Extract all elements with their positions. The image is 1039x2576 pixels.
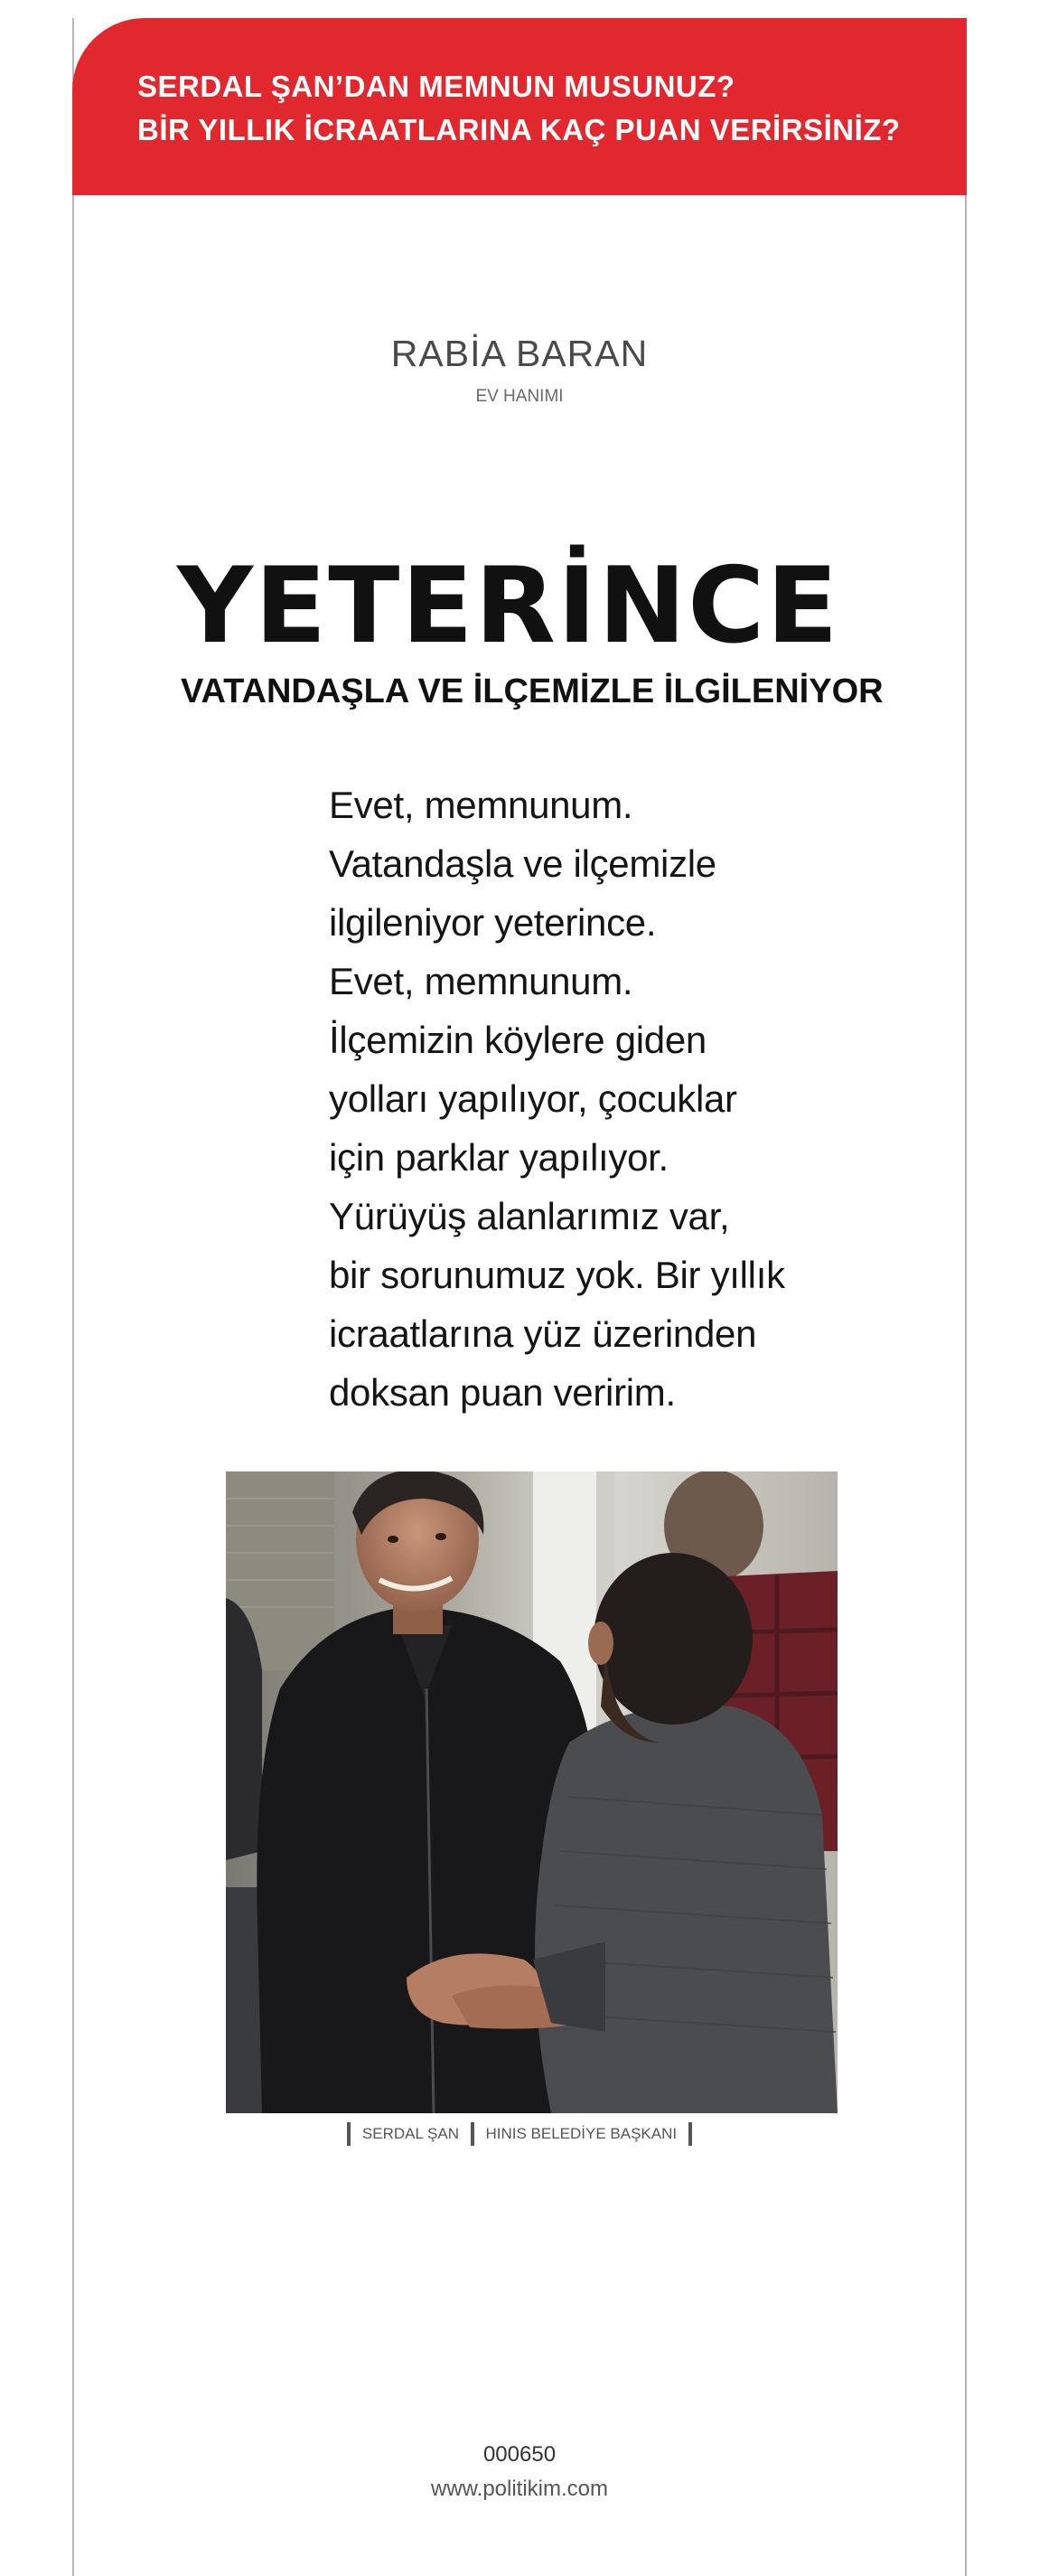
footer-url: www.politikim.com <box>430 2477 609 2501</box>
quote-line: İlçemizin köylere giden <box>329 1019 707 1061</box>
quote-line: Yürüyüş alanlarımız var, <box>329 1195 730 1237</box>
quote-line: icraatlarına yüz üzerinden <box>329 1312 757 1355</box>
caption-separator <box>347 2122 351 2146</box>
person-occupation: EV HANIMI <box>475 387 564 406</box>
quote-line: ilgileniyor yeterince. <box>329 901 657 944</box>
quote-line: yolları yapılıyor, çocuklar <box>329 1077 737 1120</box>
person-name: RABİA BARAN <box>390 333 649 374</box>
quote-line: doksan puan veririm. <box>329 1371 676 1414</box>
photo-caption <box>72 2122 967 2146</box>
handshake-photo <box>226 1471 838 2113</box>
subheadline: VATANDAŞLA VE İLÇEMİZLE İLGİLENİYOR <box>181 672 884 710</box>
header-question-line-2: BİR YILLIK İCRAATLARINA KAÇ PUAN VERİRSİNİZ? <box>137 113 901 146</box>
quote-block <box>329 776 835 1422</box>
header-banner <box>72 18 967 195</box>
quote-line: için parklar yapılıyor. <box>329 1136 669 1179</box>
caption-role: HINIS BELEDİYE BAŞKANI <box>485 2125 678 2142</box>
header-question-line-1: SERDAL ŞAN’DAN MEMNUN MUSUNUZ? <box>137 70 735 103</box>
caption-separator <box>688 2122 692 2146</box>
quote-line: Evet, memnunum. <box>329 960 633 1002</box>
quote-line: bir sorunumuz yok. Bir yıllık <box>329 1254 785 1296</box>
quote-line: Vatandaşla ve ilçemizle <box>329 842 716 885</box>
footer-code: 000650 <box>482 2442 557 2467</box>
quote-line: Evet, memnunum. <box>329 784 633 826</box>
caption-separator <box>471 2122 474 2146</box>
headline: YETERİNCE <box>177 545 840 667</box>
caption-name: SERDAL ŞAN <box>361 2125 459 2142</box>
